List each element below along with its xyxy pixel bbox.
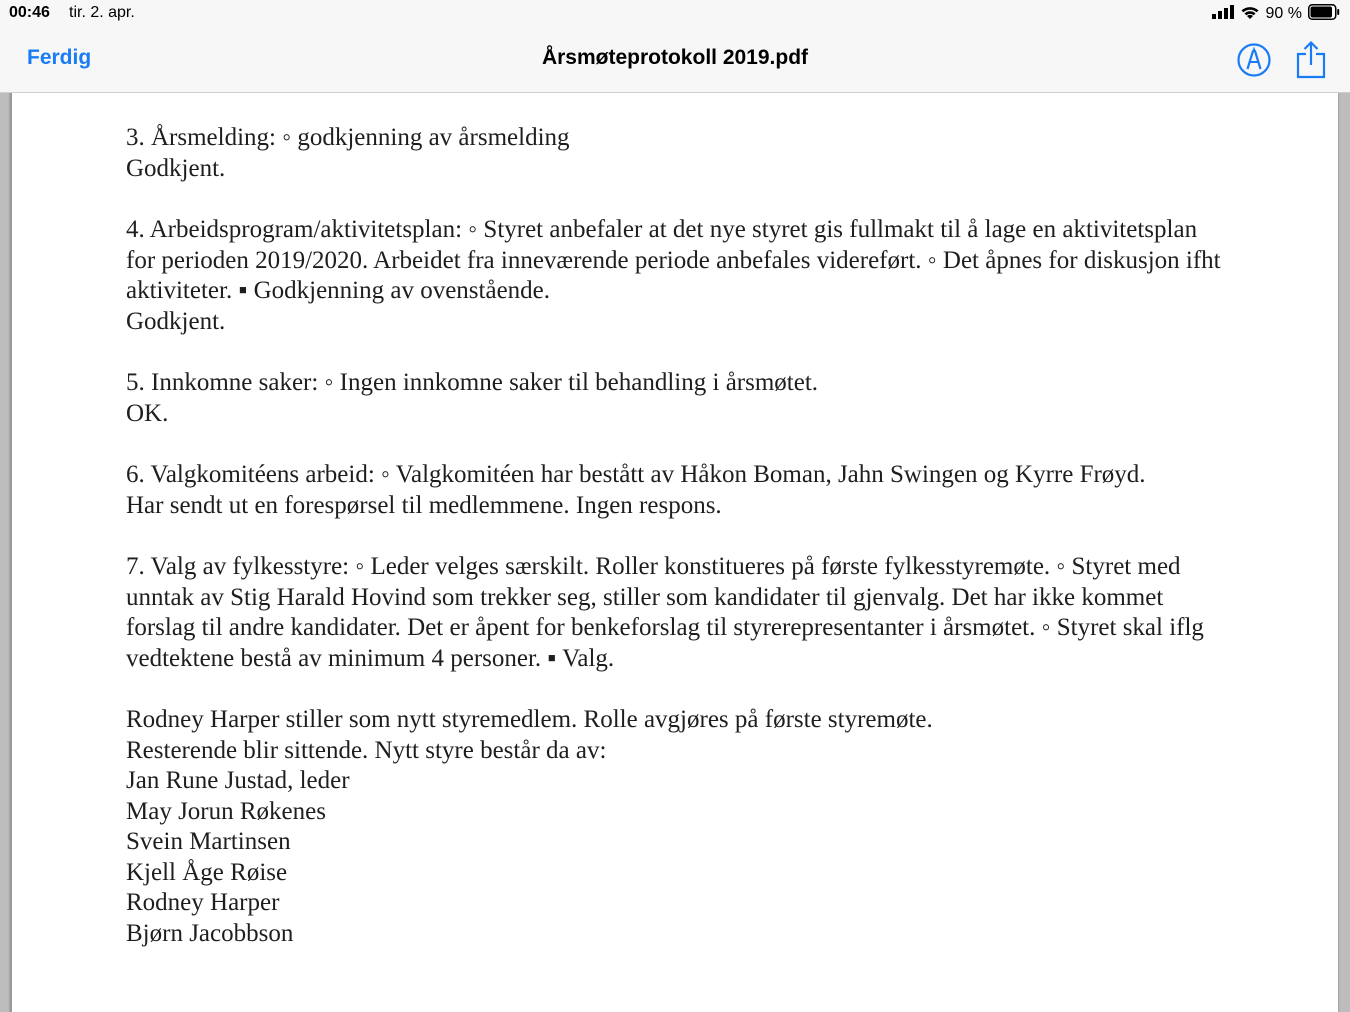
section-7 [126, 552, 1226, 674]
pdf-page [10, 93, 1338, 1012]
share-icon[interactable] [1294, 40, 1328, 80]
battery-percentage: 90 % [1265, 5, 1302, 22]
markup-pen-icon[interactable] [1236, 42, 1272, 78]
board-member: Kjell Åge Røise [126, 858, 288, 886]
battery-icon [1308, 4, 1340, 25]
section-3 [126, 123, 1226, 184]
section-heading: 6. Valgkomitéens arbeid: ◦ Valgkomitéen har bestått av Håkon Boman, Jahn Swingen og Kyrre Frøyd. [126, 461, 1146, 488]
closing-line: Resterende blir sittende. Nytt styre består da av: [126, 736, 607, 764]
board-member: May Jorun Røkenes [126, 797, 326, 825]
status-bar [0, 0, 1350, 28]
section-result: OK. [126, 399, 169, 427]
status-time: 00:46 [9, 4, 50, 21]
board-member: Svein Martinsen [126, 828, 291, 855]
status-indicators [1206, 4, 1340, 24]
status-date: tir. 2. apr. [69, 4, 135, 21]
section-result: Godkjent. [126, 154, 226, 182]
section-4 [126, 215, 1226, 337]
closing-line: Rodney Harper stiller som nytt styremedlem. Rolle avgjøres på første styremøte. [126, 706, 933, 733]
document-viewer[interactable] [0, 93, 1350, 1012]
page-content [126, 123, 1226, 949]
page-edge-divider [10, 93, 12, 1012]
section-heading: 3. Årsmelding: ◦ godkjenning av årsmelding [126, 124, 570, 151]
cellular-signal-icon [1212, 5, 1234, 24]
section-result: Har sendt ut en forespørsel til medlemmene. Ingen respons. [126, 491, 722, 519]
section-heading: 4. Arbeidsprogram/aktivitetsplan: ◦ Styret anbefaler at det nye styret gis fullmakt til å lage en aktivitetsplan for perioden 2019/2020. Arbeidet fra inneværende periode anbefales videreført. ◦ Det åpnes for diskusjon ifht aktiviteter. ▪ Godkjenning av ovenstående. [126, 216, 1221, 304]
board-member: Bjørn Jacobbson [126, 919, 294, 947]
document-title: Årsmøteprotokoll 2019.pdf [541, 46, 809, 69]
section-5 [126, 368, 1226, 429]
section-heading: 7. Valg av fylkesstyre: ◦ Leder velges særskilt. Roller konstitueres på første fylkesstyremøte. ◦ Styret med unntak av Stig Harald Hovind som trekker seg, stiller som kandidater til gjenvalg. Det har ikke kommet forslag til andre kandidater. Det er åpent for benkeforslag til styrerepresentanter i årsmøtet. ◦ Styret skal iflg vedtektene bestå av minimum 4 personer. ▪ Valg. [126, 553, 1204, 672]
navigation-bar [0, 28, 1350, 93]
wifi-icon [1240, 4, 1260, 25]
section-result: Godkjent. [126, 307, 226, 335]
board-member: Rodney Harper [126, 889, 280, 916]
board-member-list [126, 766, 1226, 949]
section-6 [126, 460, 1226, 521]
section-heading: 5. Innkomne saker: ◦ Ingen innkomne saker til behandling i årsmøtet. [126, 369, 819, 396]
done-button[interactable]: Ferdig [27, 46, 92, 69]
board-member: Jan Rune Justad, leder [126, 767, 350, 794]
